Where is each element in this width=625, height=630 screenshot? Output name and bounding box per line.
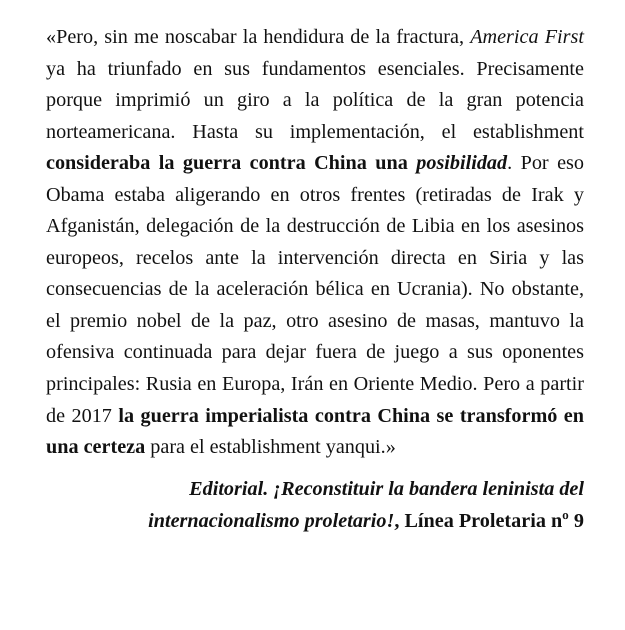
quote-text-1: «Pero, sin me noscabar la hendidura de la fractura, [46, 26, 471, 48]
quote-text-4: para el establishment yanqui.» [145, 436, 396, 459]
citation-title: Editorial. ¡Reconstituir la bandera leninista del internacionalismo proletario! [148, 477, 584, 532]
citation [46, 473, 584, 537]
quote-text-3: . Por eso Obama estaba aligerando en otros frentes (retiradas de Irak y Afganistán, delegación de la destrucción de Libia en los asesinos europeos, recelos ante la intervención directa en Siria y las consecuencias de la aceleración bélica en Ucrania). No obstante, el premio nobel de la paz, otro asesino de masas, mantuvo la ofensiva continuada para dejar fuera de juego a sus oponentes principales: Rusia en Europa, Irán en Oriente Medio. Pero a partir de 2017 [46, 152, 584, 427]
quote-paragraph [46, 22, 584, 464]
quote-text-2: ya ha triunfado en sus fundamentos esenciales. Precisamente porque imprimió un giro a la política de la gran potencia norteamericana. Hasta su implementación, el establishment [46, 57, 584, 143]
quote-italic-america-first: America First [470, 26, 584, 48]
quote-bold-certeza: la guerra imperialista contra China se transformó en una certeza [46, 404, 584, 459]
quote-bold-consideraba: consideraba la guerra contra China una [46, 152, 417, 175]
quote-bold-italic-posibilidad: posibilidad [416, 152, 508, 175]
document-page [46, 22, 584, 537]
citation-source: , Línea Proletaria nº 9 [394, 509, 584, 532]
